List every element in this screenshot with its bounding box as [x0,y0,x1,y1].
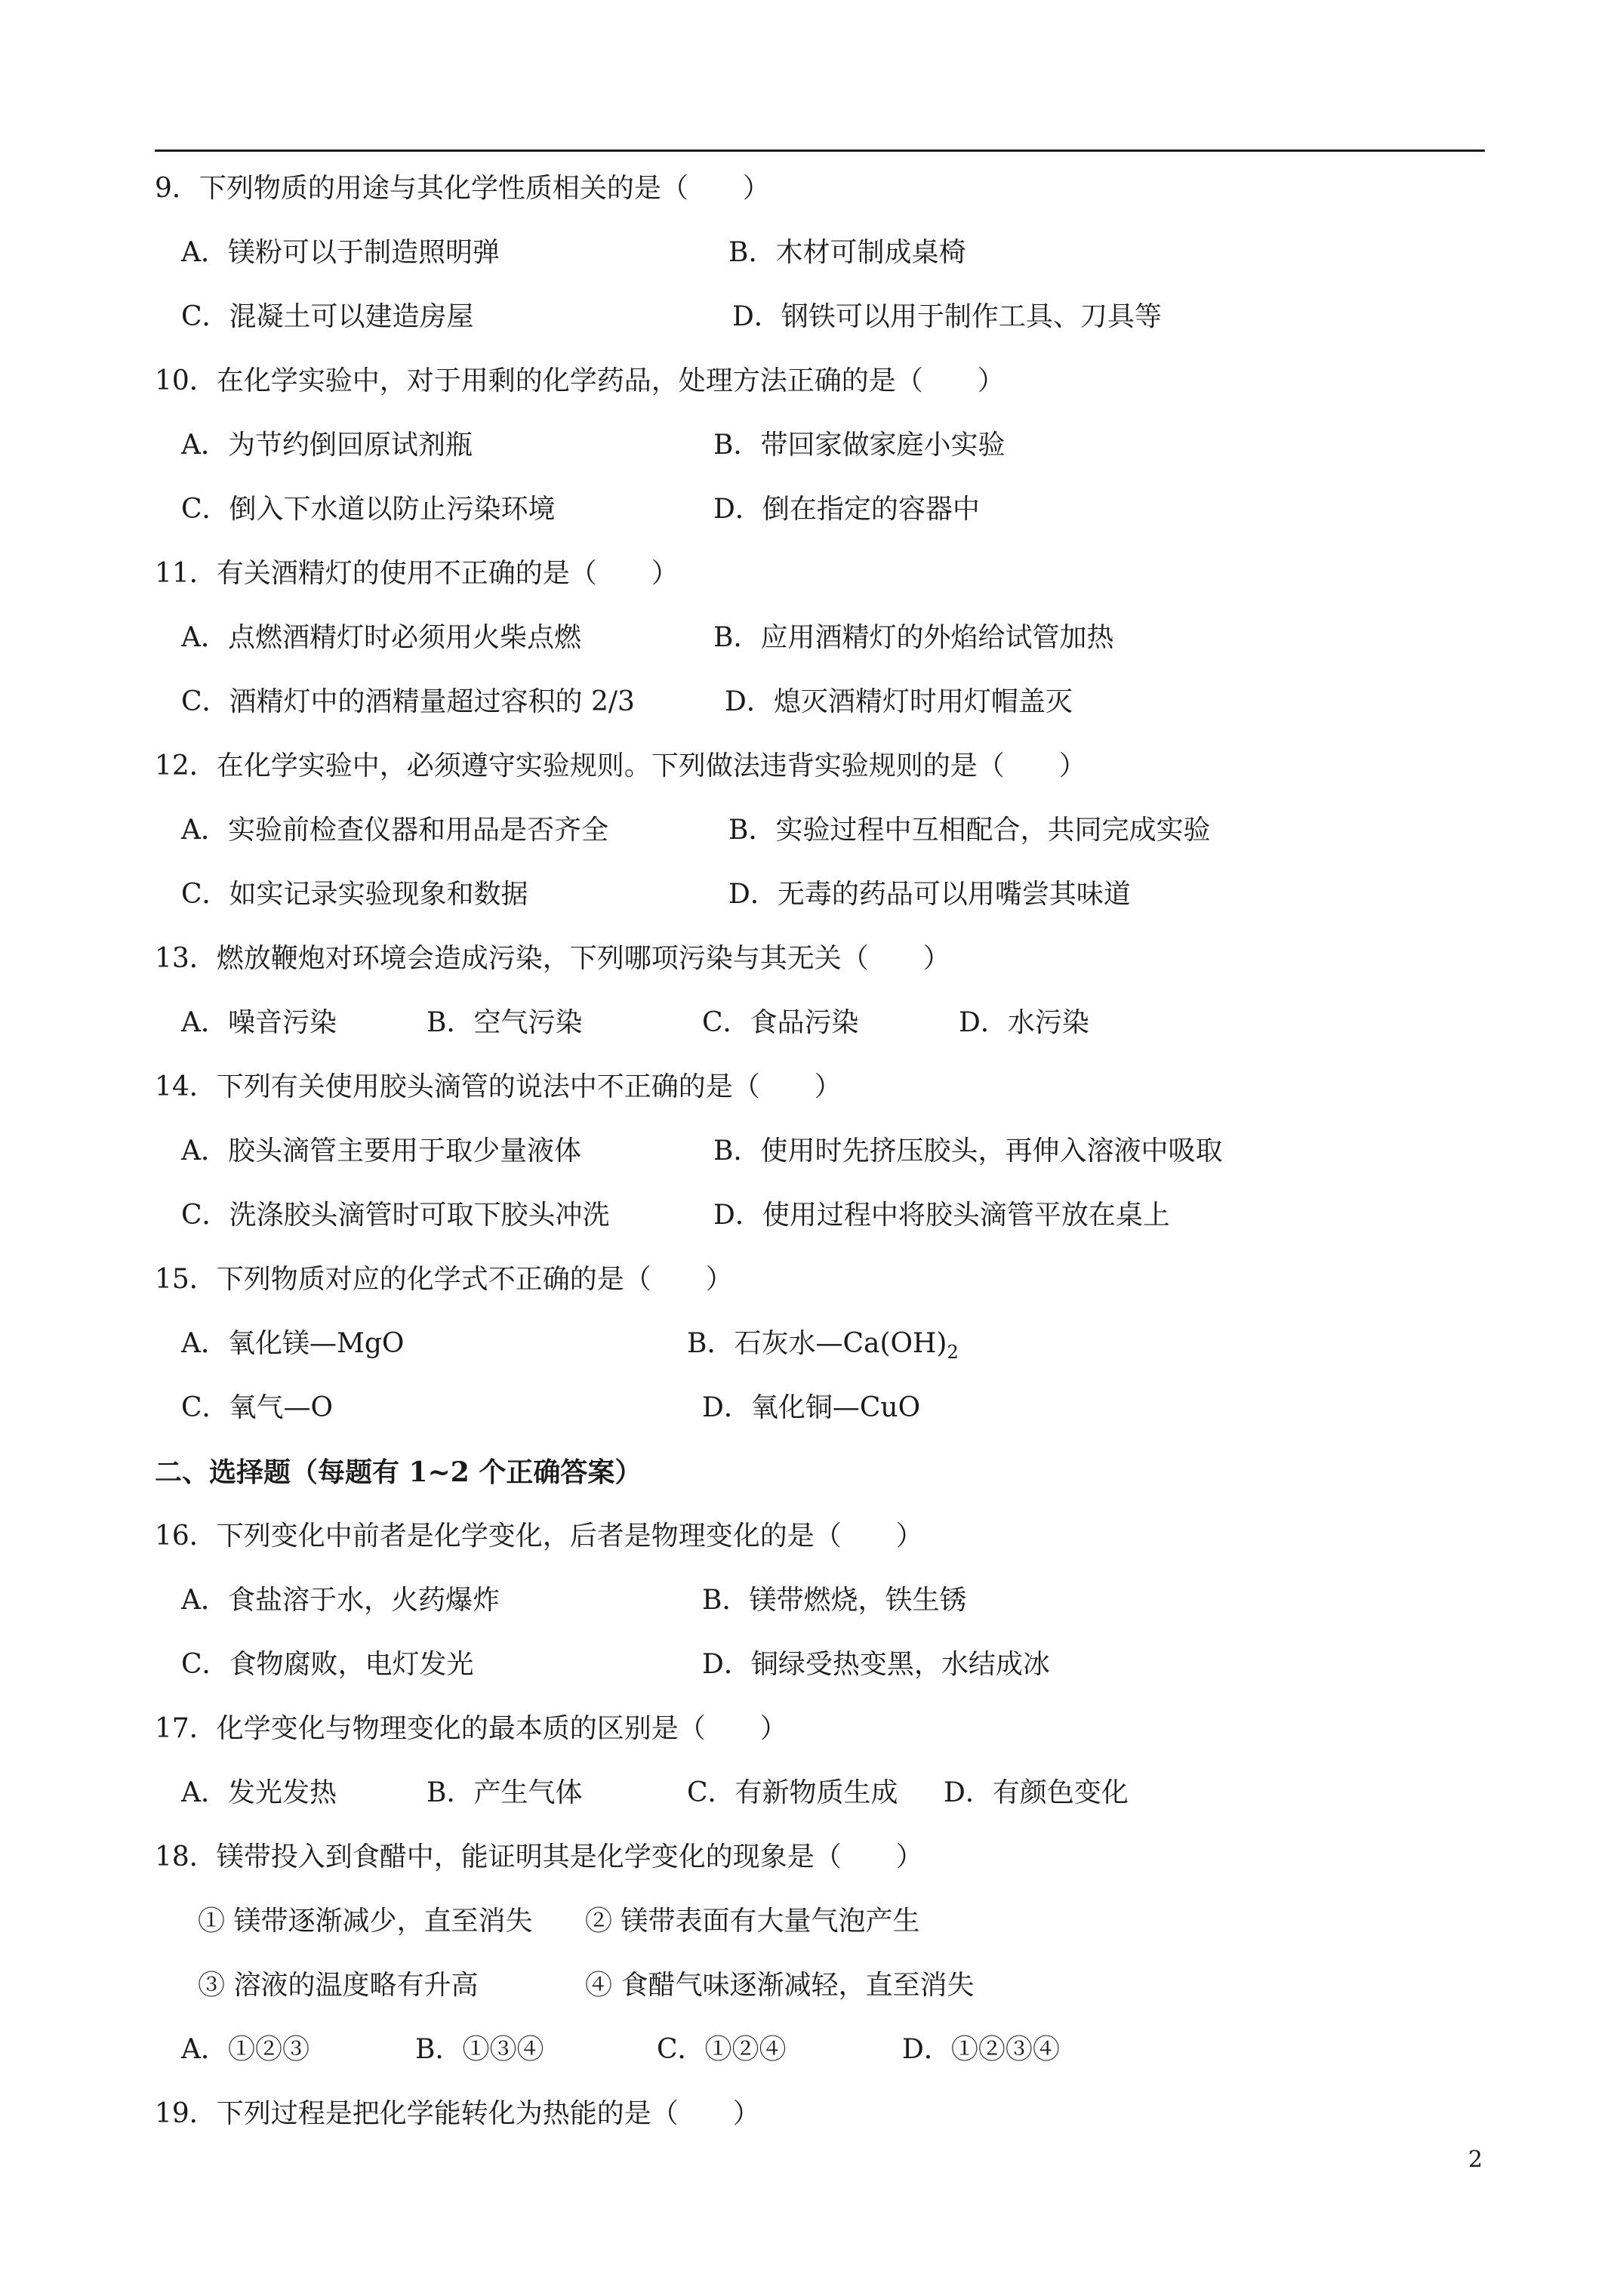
question-11-option-d: D．熄灭酒精灯时用灯帽盖灭 [725,686,1073,717]
page-number: 2 [1468,2147,1483,2173]
question-15-option-a: A．氧化镁—MgO [181,1328,405,1359]
question-11-option-a: A．点燃酒精灯时必须用火柴点燃 [181,622,581,653]
question-18-option-c: C．①②④ [657,2034,787,2065]
question-13-option-d: D．水污染 [959,1007,1089,1038]
header-rule [155,149,1485,152]
question-9-option-c: C．混凝土可以建造房屋 [181,301,474,332]
question-15-stem: 15．下列物质对应的化学式不正确的是（ ） [155,1264,733,1295]
question-18-statement-3: ③ 溶液的温度略有升高 [198,1970,479,2001]
question-15-option-b-text: B．石灰水—Ca(OH) [687,1328,947,1359]
question-10-option-c: C．倒入下水道以防止污染环境 [181,494,556,525]
question-11-stem: 11．有关酒精灯的使用不正确的是（ ） [155,558,679,589]
question-14-option-a: A．胶头滴管主要用于取少量液体 [181,1136,581,1166]
question-16-option-a: A．食盐溶于水，火药爆炸 [181,1585,500,1616]
question-15-option-b [687,1327,959,1369]
question-10-stem: 10．在化学实验中，对于用剩的化学药品，处理方法正确的是（ ） [155,365,1005,396]
question-12-option-d: D．无毒的药品可以用嘴尝其味道 [728,879,1131,910]
question-9-option-a: A．镁粉可以于制造照明弹 [181,237,500,268]
question-12-option-a: A．实验前检查仪器和用品是否齐全 [181,815,608,846]
question-9-option-d: D．钢铁可以用于制作工具、刀具等 [732,301,1162,332]
question-17-option-d: D．有颜色变化 [944,1777,1129,1808]
question-11-option-b: B．应用酒精灯的外焰给试管加热 [713,622,1114,653]
question-9-option-b: B．木材可制成桌椅 [728,237,966,268]
question-17-stem: 17．化学变化与物理变化的最本质的区别是（ ） [155,1713,787,1744]
question-14-option-b: B．使用时先挤压胶头，再伸入溶液中吸取 [713,1136,1223,1166]
question-14-option-d: D．使用过程中将胶头滴管平放在桌上 [713,1200,1170,1231]
section-2-title: 二、选择题（每题有 1~2 个正确答案） [155,1456,642,1488]
question-18-statement-4: ④ 食醋气味逐渐减轻，直至消失 [585,1970,975,2001]
question-18-option-b: B．①③④ [415,2034,544,2065]
question-11-option-c: C．酒精灯中的酒精量超过容积的 2/3 [181,686,635,717]
question-18-stem: 18．镁带投入到食醋中，能证明其是化学变化的现象是（ ） [155,1841,923,1872]
question-14-option-c: C．洗涤胶头滴管时可取下胶头冲洗 [181,1200,610,1231]
question-9-stem: 9．下列物质的用途与其化学性质相关的是（ ） [155,173,770,204]
question-12-option-c: C．如实记录实验现象和数据 [181,879,528,910]
question-16-stem: 16．下列变化中前者是化学变化，后者是物理变化的是（ ） [155,1521,923,1552]
question-13-stem: 13．燃放鞭炮对环境会造成污染，下列哪项污染与其无关（ ） [155,943,950,974]
question-17-option-a: A．发光发热 [181,1777,337,1808]
question-13-option-a: A．噪音污染 [181,1007,337,1038]
question-18-option-a: A．①②③ [181,2034,310,2065]
question-15-option-b-subscript: 2 [947,1342,959,1364]
question-13-option-b: B．空气污染 [427,1007,583,1038]
question-18-statement-1: ① 镁带逐渐减少，直至消失 [198,1906,533,1937]
question-17-option-b: B．产生气体 [427,1777,583,1808]
question-16-option-d: D．铜绿受热变黑，水结成冰 [702,1649,1050,1680]
question-14-stem: 14．下列有关使用胶头滴管的说法中不正确的是（ ） [155,1071,842,1102]
question-15-option-c: C．氧气—O [181,1392,334,1423]
question-10-option-b: B．带回家做家庭小实验 [713,430,1006,461]
question-13-option-c: C．食品污染 [702,1007,859,1038]
question-18-statement-2: ② 镁带表面有大量气泡产生 [585,1906,920,1937]
question-12-option-b: B．实验过程中互相配合，共同完成实验 [728,815,1211,846]
question-10-option-a: A．为节约倒回原试剂瓶 [181,430,473,461]
question-12-stem: 12．在化学实验中，必须遵守实验规则。下列做法违背实验规则的是（ ） [155,750,1086,781]
question-10-option-d: D．倒在指定的容器中 [713,494,980,525]
question-15-option-d: D．氧化铜—CuO [702,1392,921,1423]
question-18-option-d: D．①②③④ [902,2034,1060,2065]
question-19-stem: 19．下列过程是把化学能转化为热能的是（ ） [155,2098,760,2129]
question-16-option-b: B．镁带燃烧，铁生锈 [702,1585,967,1616]
question-17-option-c: C．有新物质生成 [687,1777,898,1808]
question-16-option-c: C．食物腐败，电灯发光 [181,1649,474,1680]
